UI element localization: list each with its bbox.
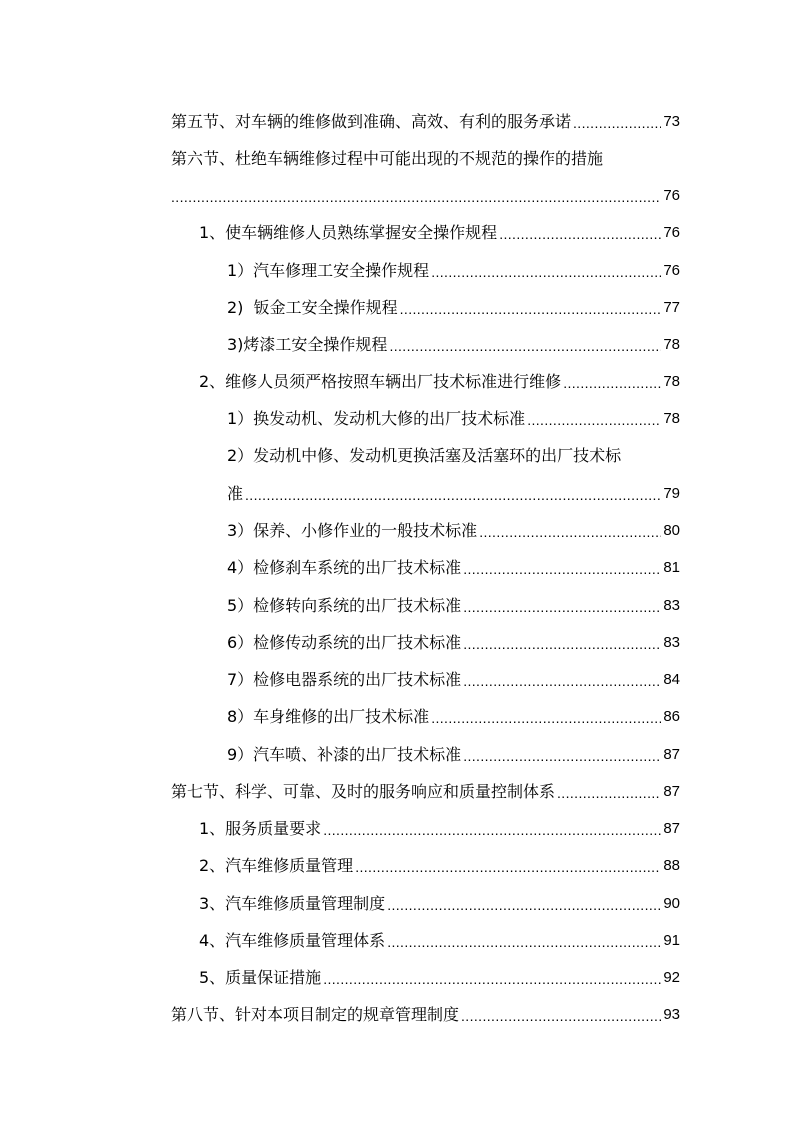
toc-page-number: 76: [663, 224, 680, 241]
toc-entry-7-4[interactable]: [199, 925, 680, 951]
dot-leader: [463, 596, 661, 616]
toc-entry-label: 6）检修传动系统的出厂技术标准: [227, 633, 462, 652]
toc-page-number: 78: [663, 336, 680, 353]
toc-page-number: 76: [663, 262, 680, 279]
toc-entry-label-continued: 准: [227, 484, 244, 503]
dot-leader: [387, 931, 661, 951]
dot-leader: [463, 633, 661, 653]
toc-entry-6-2-3[interactable]: [227, 515, 680, 541]
toc-entry-6-2[interactable]: [199, 366, 680, 392]
toc-entry-label: 3、汽车维修质量管理制度: [199, 894, 386, 913]
toc-entry-label: 2、维修人员须严格按照车辆出厂技术标准进行维修: [199, 372, 562, 391]
toc-entry-7-5[interactable]: [199, 962, 680, 988]
toc-page-number: 93: [663, 1006, 680, 1023]
dot-leader: [323, 968, 661, 988]
toc-entry-label: 5、质量保证措施: [199, 968, 322, 987]
toc-entry-section-6[interactable]: [171, 143, 680, 169]
toc-entry-section-7[interactable]: [171, 776, 680, 802]
toc-entry-label: 4、汽车维修质量管理体系: [199, 931, 386, 950]
toc-entry-label: 1、服务质量要求: [199, 819, 322, 838]
toc-page-number: 76: [663, 187, 680, 204]
toc-entry-6-2-9[interactable]: [227, 739, 680, 765]
dot-leader: [479, 521, 661, 541]
toc-page-number: 88: [663, 857, 680, 874]
dot-leader: [245, 484, 661, 504]
toc-entry-6-2-2-leader[interactable]: [227, 478, 680, 504]
dot-leader: [463, 670, 661, 690]
toc-page-number: 90: [663, 895, 680, 912]
toc-page-number: 80: [663, 522, 680, 539]
toc-entry-6-1-2[interactable]: [227, 292, 680, 318]
toc-entry-6-2-1[interactable]: [227, 403, 680, 429]
dot-leader: [461, 1005, 661, 1025]
toc-entry-section-5[interactable]: [171, 106, 680, 132]
toc-entry-label: 4）检修刹车系统的出厂技术标准: [227, 558, 462, 577]
dot-leader: [563, 372, 661, 392]
toc-page-number: 87: [663, 820, 680, 837]
toc-entry-6-1[interactable]: [199, 217, 680, 243]
toc-page-number: 83: [663, 597, 680, 614]
toc-entry-label: 1）汽车修理工安全操作规程: [227, 261, 430, 280]
dot-leader: [431, 707, 661, 727]
dot-leader: [323, 819, 661, 839]
toc-entry-7-2[interactable]: [199, 850, 680, 876]
toc-entry-label: 7）检修电器系统的出厂技术标准: [227, 670, 462, 689]
toc-page-number: 73: [663, 113, 680, 130]
toc-entry-label: 8）车身维修的出厂技术标准: [227, 707, 430, 726]
toc-page-number: 91: [663, 932, 680, 949]
toc-entry-6-1-1[interactable]: [227, 255, 680, 281]
toc-entry-6-2-8[interactable]: [227, 701, 680, 727]
dot-leader: [527, 409, 661, 429]
toc-entry-label: 3）保养、小修作业的一般技术标准: [227, 521, 478, 540]
toc-page-number: 78: [663, 410, 680, 427]
toc-page-number: 84: [663, 671, 680, 688]
toc-page-number: 92: [663, 969, 680, 986]
toc-entry-label: 1）换发动机、发动机大修的出厂技术标准: [227, 409, 526, 428]
dot-leader: [431, 261, 661, 281]
toc-page-number: 87: [663, 783, 680, 800]
dot-leader: [355, 856, 661, 876]
toc-page-number: 83: [663, 634, 680, 651]
toc-entry-label: 2) 钣金工安全操作规程: [227, 298, 398, 317]
dot-leader: [463, 558, 661, 578]
toc-entry-6-2-2[interactable]: [227, 440, 680, 466]
toc-entry-section-6-leader[interactable]: [171, 180, 680, 206]
dot-leader: [463, 745, 661, 765]
toc-entry-label: 3)烤漆工安全操作规程: [227, 335, 388, 354]
dot-leader: [557, 782, 661, 802]
toc-entry-label: 第七节、科学、可靠、及时的服务响应和质量控制体系: [171, 782, 556, 801]
toc-page-number: 86: [663, 708, 680, 725]
toc-entry-7-1[interactable]: [199, 813, 680, 839]
dot-leader: [400, 298, 662, 318]
toc-entry-label: 第八节、针对本项目制定的规章管理制度: [171, 1005, 460, 1024]
toc-entry-label: 1、使车辆维修人员熟练掌握安全操作规程: [199, 223, 498, 242]
toc-entry-label: 第六节、杜绝车辆维修过程中可能出现的不规范的操作的措施: [171, 149, 604, 168]
toc-entry-label: 5）检修转向系统的出厂技术标准: [227, 596, 462, 615]
toc-entry-7-3[interactable]: [199, 888, 680, 914]
toc-page-number: 87: [663, 746, 680, 763]
toc-entry-label: 9）汽车喷、补漆的出厂技术标准: [227, 745, 462, 764]
dot-leader: [171, 186, 661, 206]
toc-page-number: 77: [663, 299, 680, 316]
toc-entry-label: 2）发动机中修、发动机更换活塞及活塞环的出厂技术标: [227, 446, 622, 465]
toc-page-number: 81: [663, 559, 680, 576]
toc-entry-6-2-4[interactable]: [227, 552, 680, 578]
dot-leader: [573, 112, 661, 132]
toc-entry-6-2-7[interactable]: [227, 664, 680, 690]
toc-page-number: 78: [663, 373, 680, 390]
toc-page-number: 79: [663, 485, 680, 502]
toc-entry-label: 2、汽车维修质量管理: [199, 856, 354, 875]
toc-entry-section-8[interactable]: [171, 999, 680, 1025]
dot-leader: [387, 894, 661, 914]
dot-leader: [499, 223, 661, 243]
toc-entry-6-2-6[interactable]: [227, 627, 680, 653]
toc-entry-6-1-3[interactable]: [227, 329, 680, 355]
toc-entry-6-2-5[interactable]: [227, 590, 680, 616]
toc-entry-label: 第五节、对车辆的维修做到准确、高效、有利的服务承诺: [171, 112, 572, 131]
dot-leader: [389, 335, 661, 355]
